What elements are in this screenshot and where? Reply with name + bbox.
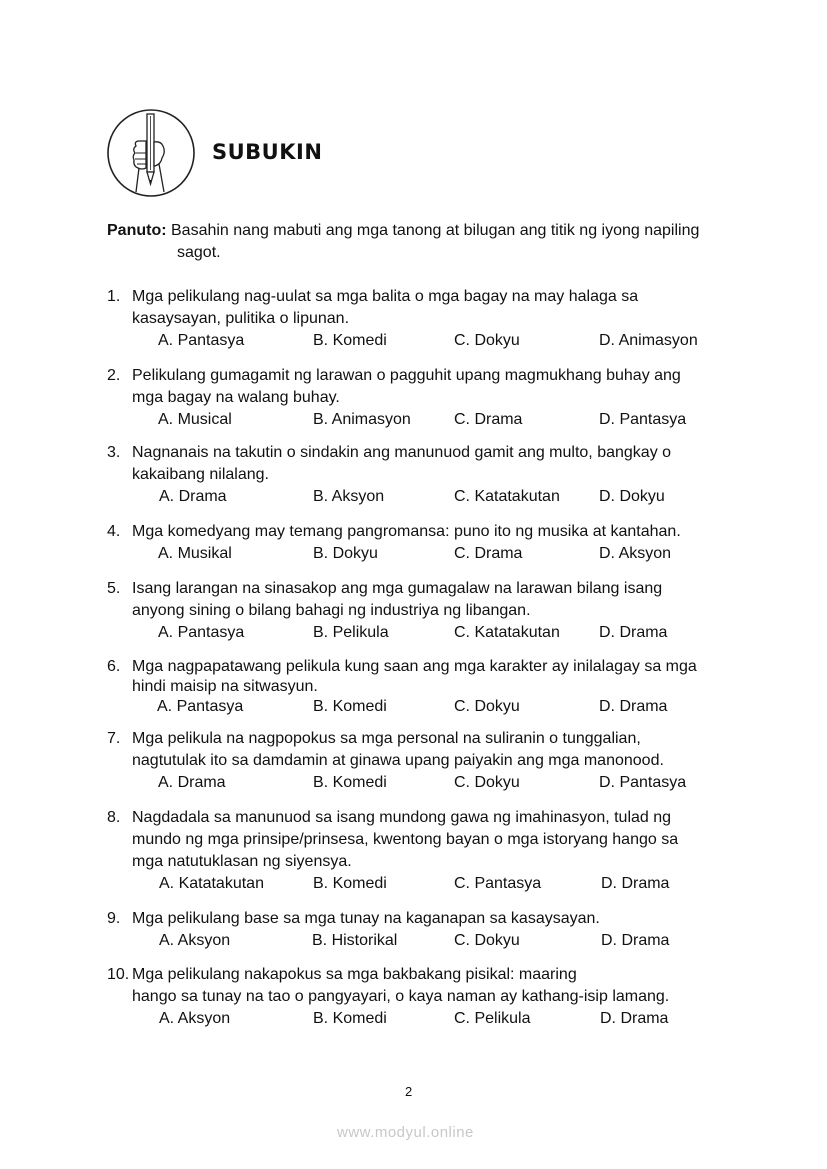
option-b[interactable]: B. Pelikula (313, 624, 389, 641)
option-a[interactable]: A. Drama (159, 488, 227, 505)
instruction-line-2: sagot. (177, 244, 221, 261)
question-number: 9. (107, 910, 121, 927)
instruction-line-1: Basahin nang mabuti ang mga tanong at bilugan ang titik ng iyong napiling (171, 222, 700, 239)
option-d[interactable]: D. Aksyon (599, 545, 672, 562)
question-number: 10. (107, 966, 130, 983)
option-a[interactable]: A. Aksyon (159, 1010, 231, 1027)
question-text-line: Mga pelikulang nakapokus sa mga bakbakang pisikal: maaring (132, 966, 577, 983)
question-number: 7. (107, 730, 121, 747)
question-text-line: Pelikulang gumagamit ng larawan o pagguhit upang magmukhang buhay ang (132, 367, 681, 384)
question-text-line: hindi maisip na sitwasyun. (132, 678, 318, 695)
instructions (107, 220, 737, 264)
option-c[interactable]: C. Katatakutan (454, 488, 560, 505)
question-4 (107, 521, 747, 565)
option-a[interactable]: A. Pantasya (158, 624, 245, 641)
question-2 (107, 365, 747, 431)
question-10 (107, 964, 747, 1030)
watermark: www.modyul.online (337, 1124, 474, 1141)
option-b[interactable]: B. Komedi (313, 774, 387, 791)
question-1 (107, 286, 747, 352)
option-b[interactable]: B. Dokyu (313, 545, 378, 562)
question-number: 8. (107, 809, 121, 826)
question-text-line: Nagdadala sa manunuod sa isang mundong gawa ng imahinasyon, tulad ng (132, 809, 672, 826)
option-d[interactable]: D. Pantasya (599, 774, 687, 791)
question-text-line: Mga pelikulang base sa mga tunay na kaganapan sa kasaysayan. (132, 910, 600, 927)
option-d[interactable]: D. Animasyon (599, 332, 698, 349)
question-text-line: Mga pelikula na nagpopokus sa mga personal na suliranin o tunggalian, (132, 730, 641, 747)
option-b[interactable]: B. Historikal (312, 932, 398, 949)
question-text-line: kakaibang nilalang. (132, 466, 269, 483)
option-c[interactable]: C. Katatakutan (454, 624, 560, 641)
option-b[interactable]: B. Komedi (313, 1010, 387, 1027)
option-a[interactable]: A. Pantasya (158, 332, 245, 349)
question-number: 3. (107, 444, 121, 461)
question-number: 1. (107, 288, 121, 305)
question-text-line: Mga nagpapatawang pelikula kung saan ang mga karakter ay inilalagay sa mga (132, 658, 697, 675)
option-d[interactable]: D. Drama (599, 698, 668, 715)
question-text-line: nagtutulak ito sa damdamin at ginawa upang paiyakin ang mga manonood. (132, 752, 664, 769)
option-a[interactable]: A. Aksyon (159, 932, 231, 949)
option-c[interactable]: C. Pelikula (454, 1010, 531, 1027)
option-c[interactable]: C. Dokyu (454, 932, 520, 949)
option-c[interactable]: C. Dokyu (454, 332, 520, 349)
option-b[interactable]: B. Komedi (313, 332, 387, 349)
option-b[interactable]: B. Komedi (313, 698, 387, 715)
option-d[interactable]: D. Drama (601, 875, 670, 892)
option-d[interactable]: D. Drama (599, 624, 668, 641)
question-9 (107, 908, 747, 952)
option-c[interactable]: C. Dokyu (454, 698, 520, 715)
section-heading: SUBUKIN (212, 140, 323, 164)
question-text-line: mundo ng mga prinsipe/prinsesa, kwentong bayan o mga istoryang hango sa (132, 831, 679, 848)
question-number: 4. (107, 523, 121, 540)
option-d[interactable]: D. Pantasya (599, 411, 687, 428)
option-c[interactable]: C. Drama (454, 411, 523, 428)
question-5 (107, 578, 747, 644)
question-text-line: mga natutuklasan ng siyensya. (132, 853, 352, 870)
question-8 (107, 807, 747, 895)
option-a[interactable]: A. Katatakutan (159, 875, 264, 892)
option-c[interactable]: C. Dokyu (454, 774, 520, 791)
question-number: 5. (107, 580, 121, 597)
hand-pencil-icon (106, 108, 196, 198)
question-text-line: Mga komedyang may temang pangromansa: puno ito ng musika at kantahan. (132, 523, 681, 540)
question-number: 2. (107, 367, 121, 384)
question-text-line: Mga pelikulang nag-uulat sa mga balita o mga bagay na may halaga sa (132, 288, 639, 305)
instruction-label: Panuto: (107, 222, 167, 239)
question-7 (107, 728, 747, 794)
option-b[interactable]: B. Komedi (313, 875, 387, 892)
question-text-line: mga bagay na walang buhay. (132, 389, 340, 406)
question-3 (107, 442, 747, 508)
option-d[interactable]: D. Drama (600, 1010, 669, 1027)
option-c[interactable]: C. Drama (454, 545, 523, 562)
option-a[interactable]: A. Musikal (158, 545, 232, 562)
question-text-line: Isang larangan na sinasakop ang mga gumagalaw na larawan bilang isang (132, 580, 663, 597)
option-a[interactable]: A. Drama (158, 774, 226, 791)
question-number: 6. (107, 658, 121, 675)
page-number: 2 (405, 1084, 413, 1099)
question-text-line: Nagnanais na takutin o sindakin ang manunuod gamit ang multo, bangkay o (132, 444, 672, 461)
question-text-line: anyong sining o bilang bahagi ng industriya ng libangan. (132, 602, 531, 619)
option-c[interactable]: C. Pantasya (454, 875, 542, 892)
question-6 (107, 656, 747, 718)
option-d[interactable]: D. Drama (601, 932, 670, 949)
option-d[interactable]: D. Dokyu (599, 488, 665, 505)
option-b[interactable]: B. Animasyon (313, 411, 411, 428)
option-a[interactable]: A. Pantasya (157, 698, 244, 715)
option-a[interactable]: A. Musical (158, 411, 232, 428)
question-text-line: kasaysayan, pulitika o lipunan. (132, 310, 350, 327)
option-b[interactable]: B. Aksyon (313, 488, 385, 505)
question-text-line: hango sa tunay na tao o pangyayari, o kaya naman ay kathang-isip lamang. (132, 988, 670, 1005)
